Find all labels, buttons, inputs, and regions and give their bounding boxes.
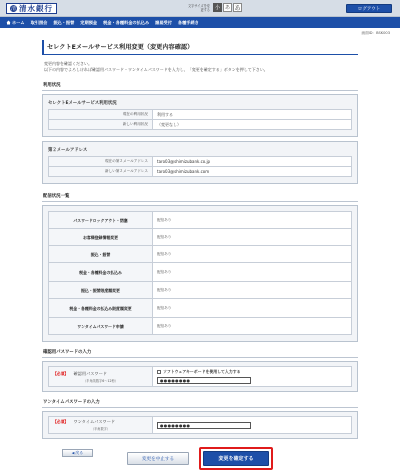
dist-label: ワンタイムパスワード申請 [49,318,153,335]
email2-current-value: taro03@shimizubank.co.jp [153,157,352,167]
font-size-label: 文字サイズを変更する [187,3,210,12]
nav-transfer[interactable]: 振込・振替 [53,19,75,25]
intro-line: 変更内容を確認ください。 [44,61,92,66]
table-row [49,212,352,229]
logout-button[interactable]: ログアウト [346,4,392,13]
otp-table [48,416,352,434]
dist-value: 配信あり [153,212,352,229]
otp-hint: （半角数字） [90,427,111,431]
dist-label: 税金・各種料金の払込み [49,263,153,282]
email2-table [48,156,352,177]
distribution-table [48,211,352,335]
back-button[interactable] [62,449,93,457]
email2-new-value: taro03@shimizubank.com [153,167,352,177]
nav-notifications[interactable]: 諸届受付 [155,19,172,25]
main-content [42,40,358,470]
onetime-password-input[interactable]: ●●●●●●●● [157,422,251,429]
dist-label: 振込・振替 [49,246,153,263]
cancel-change-button[interactable]: 変更を中止する [127,452,189,465]
otp-box [42,411,358,439]
confirm-change-button[interactable]: 変更を確定する [203,451,269,466]
font-size-selector [186,3,242,12]
confirm-pw-input-cell [153,367,352,387]
software-keyboard-label: ソフトウェアキーボードを使用して入力する [163,369,241,374]
back-arrow-icon: ◀ [71,451,75,455]
confirm-pw-label: 確認用パスワード [73,370,107,376]
font-size-large-button[interactable]: あ [234,5,241,12]
intro-text [42,61,358,73]
table-row [49,229,352,246]
usage-section-heading: 利用状況 [42,81,358,91]
table-row [49,157,352,167]
table-row [49,263,352,282]
otp-input-cell [153,417,352,434]
software-keyboard-checkbox[interactable] [157,370,161,374]
font-size-small-button[interactable]: 小 [214,5,220,11]
nav-home-label: ホーム [12,19,25,25]
usage-new-label: 新しい利用状況 [49,120,153,130]
confirm-pw-section-heading: 確認用パスワードの入力 [42,348,358,358]
dist-value: 配信あり [153,246,352,263]
dist-value: 配信あり [153,229,352,246]
otp-label: ワンタイムパスワード [73,419,116,424]
otp-label-cell [49,417,153,434]
confirm-password-input[interactable]: ●●●●●●●● [157,377,251,384]
dist-value: 配信あり [153,282,352,299]
bank-name: 清水銀行 [19,3,53,13]
dist-value: 配信あり [153,318,352,335]
email2-current-label: 現在の第２メールアドレス [49,157,153,167]
software-keyboard-option[interactable] [157,369,347,375]
table-row [49,367,352,387]
table-row [49,282,352,299]
email2-box-title: 第２メールアドレス [48,148,88,153]
table-row [49,167,352,177]
table-row [49,318,352,335]
table-row [49,110,352,120]
usage-box-title: セレクトEメールサービス利用状況 [48,101,117,106]
otp-section-heading: ワンタイムパスワードの入力 [42,398,358,408]
usage-new-value: （変更なし） [153,120,352,130]
global-nav [0,17,400,28]
dist-value: 配信あり [153,299,352,318]
dist-label: お客様登録情報変更 [49,229,153,246]
dist-label: 税金・各種料金の払込み限度額変更 [49,299,153,318]
table-row [49,417,352,434]
home-icon [6,20,11,25]
confirm-pw-label-cell [49,367,153,387]
email2-box [42,141,358,184]
usage-current-label: 現在の利用状況 [49,110,153,120]
confirm-pw-table [48,366,352,387]
bank-logo[interactable] [6,3,57,14]
nav-time-deposit[interactable]: 定期預金 [80,19,98,25]
table-row [49,246,352,263]
distribution-section-heading: 配信状況一覧 [42,192,358,202]
font-size-medium-button[interactable]: あ [224,5,230,11]
dist-label: パスワードロックアウト・閉塞 [49,212,153,229]
header [0,0,400,17]
page-title: セレクトEメールサービス利用変更（変更内容確認） [42,40,358,55]
required-badge: 【必須】 [53,419,69,424]
nav-home[interactable] [6,20,25,26]
nav-tax-payment[interactable]: 税金・各種料金の払込み [103,19,150,25]
screen-id: 画面ID：BSK003 [361,31,390,35]
bank-mark-icon: 清 [10,5,16,12]
usage-current-value: 利用する [153,110,352,120]
intro-line: 以下の内容でよろしければ確認用パスワード・ワンタイムパスワードを入力し、「変更を確定する」ボタンを押して下さい。 [44,67,268,72]
confirm-pw-hint: （半角英数字6～12桁） [83,378,118,383]
back-button-label: 戻る [75,450,84,455]
usage-table [48,109,352,130]
nav-procedures[interactable]: 各種手続き [177,19,199,25]
distribution-box [42,205,358,342]
confirm-pw-box [42,361,358,392]
dist-label: 振込・振替限度額変更 [49,282,153,299]
usage-box [42,94,358,137]
nav-inquiry[interactable]: 取引照会 [30,19,48,25]
confirm-button-highlight [199,447,273,470]
table-row [49,299,352,318]
dist-value: 配信あり [153,263,352,282]
required-badge: 【必須】 [53,370,69,376]
table-row [49,120,352,130]
email2-new-label: 新しい第２メールアドレス [49,167,153,177]
